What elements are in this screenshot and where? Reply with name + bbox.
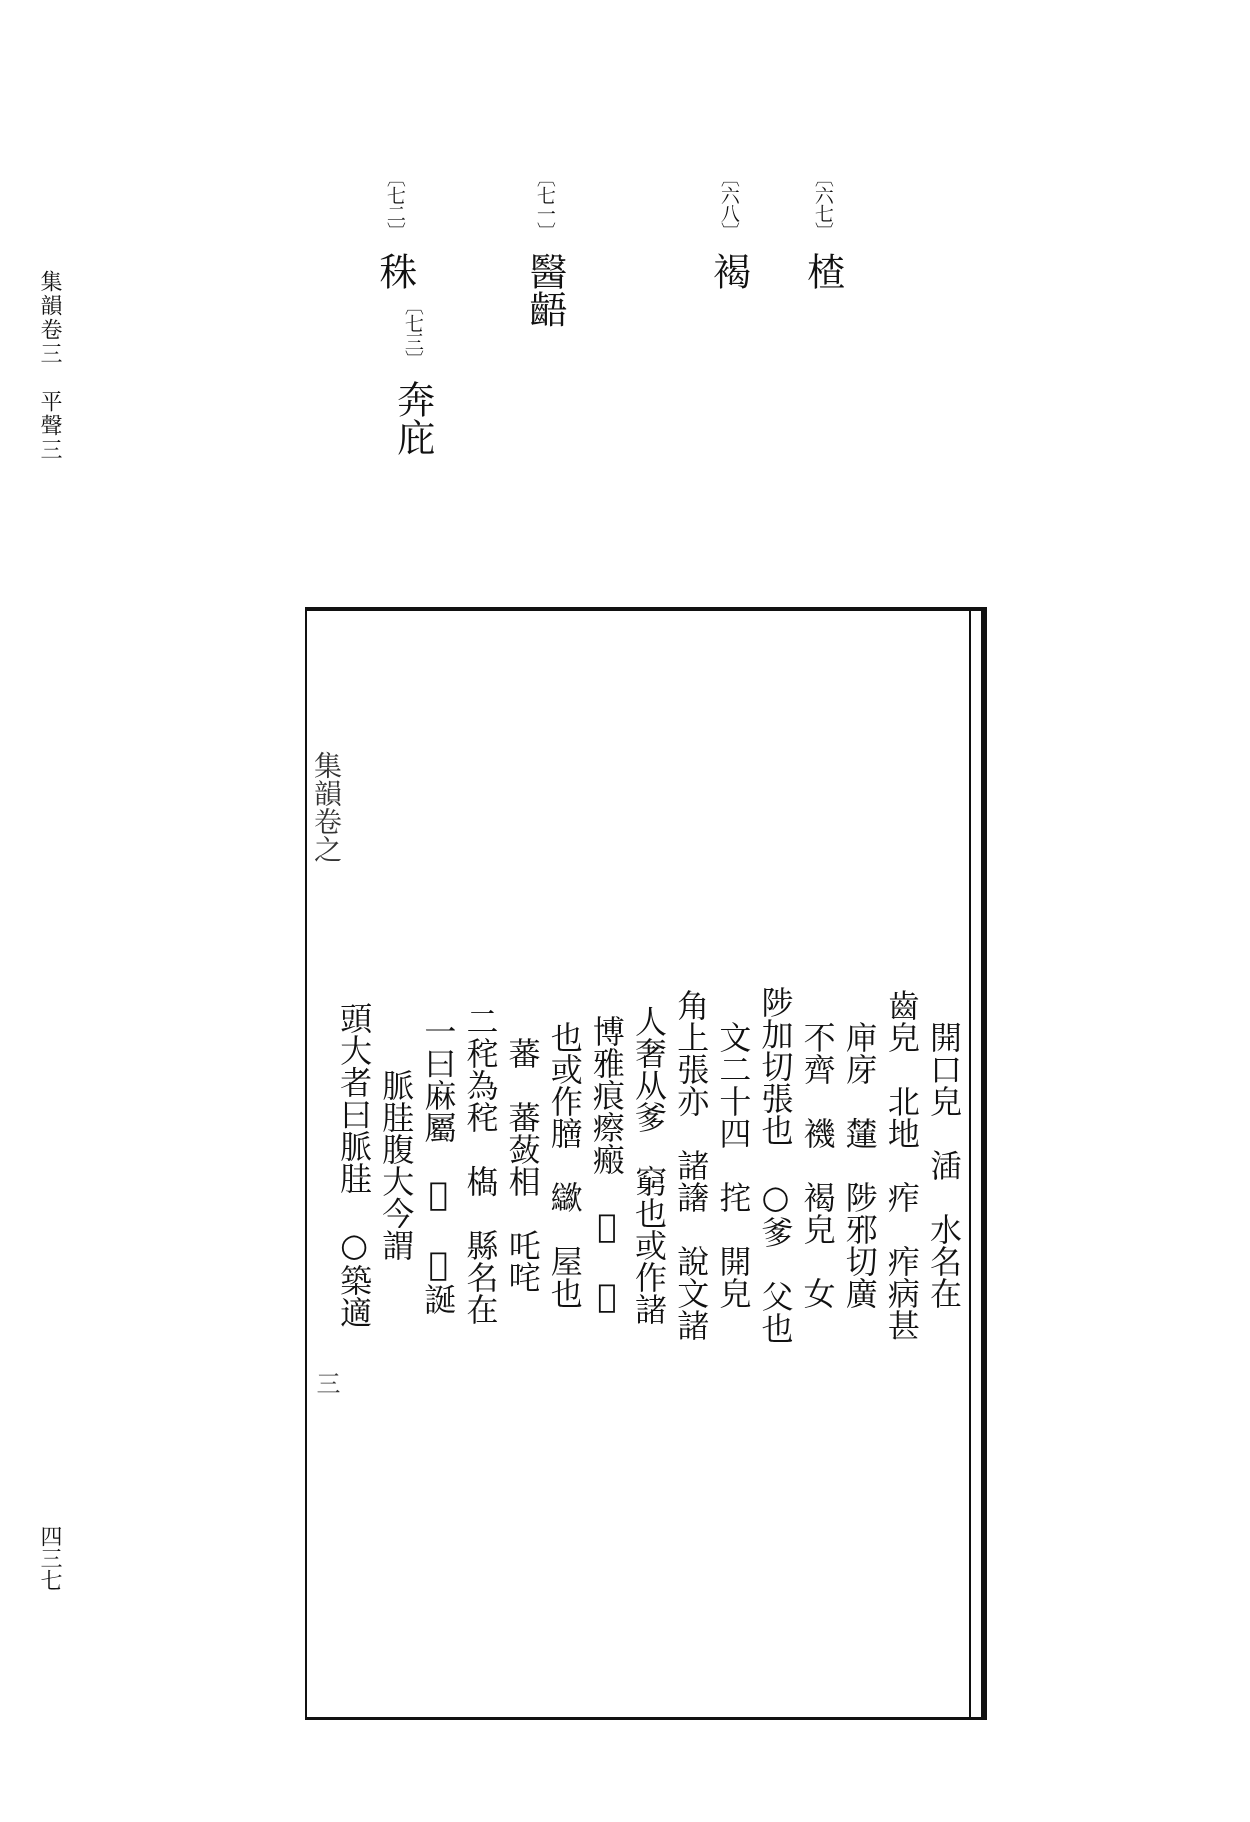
- text-column: 博雅痕瘵瘢 𤻔 𢉩: [587, 1015, 626, 1315]
- collation-note: [522, 168, 566, 328]
- text-column: 庘庌 㰈 陟邪切廣: [840, 1021, 879, 1309]
- text-column: 人奢从爹 窮也或作諸: [630, 1005, 669, 1325]
- text-column: 蕃 蕃蔹相 吒咤: [503, 1037, 542, 1293]
- text-column: 文二十四 挓 開皃: [714, 1021, 753, 1309]
- note-chars: 奔庇: [390, 380, 435, 456]
- text-column: 也或作膪 㱍 屋也: [545, 1021, 584, 1309]
- collation-note: [706, 168, 750, 290]
- page-number: 四三七: [37, 1525, 62, 1591]
- collation-note: [800, 168, 844, 290]
- printed-text-block: [305, 607, 987, 1720]
- volume-title: 集韻卷三 平聲三: [37, 270, 62, 462]
- note-mark: 〔六七〕: [811, 168, 834, 240]
- block-side-label: 三: [312, 1371, 340, 1395]
- text-column: 一曰麻屬 𣂈 𣅿誕: [419, 1015, 458, 1315]
- text-column: 齒皃 北地 痄 痄病甚: [882, 989, 921, 1341]
- text-column: 脈胿腹大今謂: [377, 1069, 416, 1261]
- note-chars: 楂: [800, 252, 845, 290]
- note-chars: 褐: [706, 252, 751, 290]
- text-column: 角上張亦 諸譇 說文諸: [672, 989, 711, 1341]
- text-column: 開口皃 㴙 水名在: [924, 1021, 963, 1309]
- note-chars: 秼: [372, 252, 417, 290]
- text-column: 頭大者曰脈胿 ○築適: [335, 1002, 374, 1328]
- text-column: 不齊 𧝞 褐皃 女: [798, 1021, 837, 1309]
- collation-note: [372, 168, 416, 290]
- collation-note: [390, 296, 434, 456]
- note-mark: 〔七二〕: [383, 168, 406, 240]
- note-mark: 〔六八〕: [717, 168, 740, 240]
- note-mark: 〔七三〕: [401, 296, 424, 368]
- note-mark: 〔七一〕: [533, 168, 556, 240]
- text-column: 二秺為秺 𣘺 縣名在: [461, 1005, 500, 1325]
- text-column: 陟加切張也 ○爹 父也: [756, 986, 795, 1344]
- block-side-label: 集韻卷之: [310, 751, 343, 863]
- note-chars: 醫齬: [522, 252, 567, 328]
